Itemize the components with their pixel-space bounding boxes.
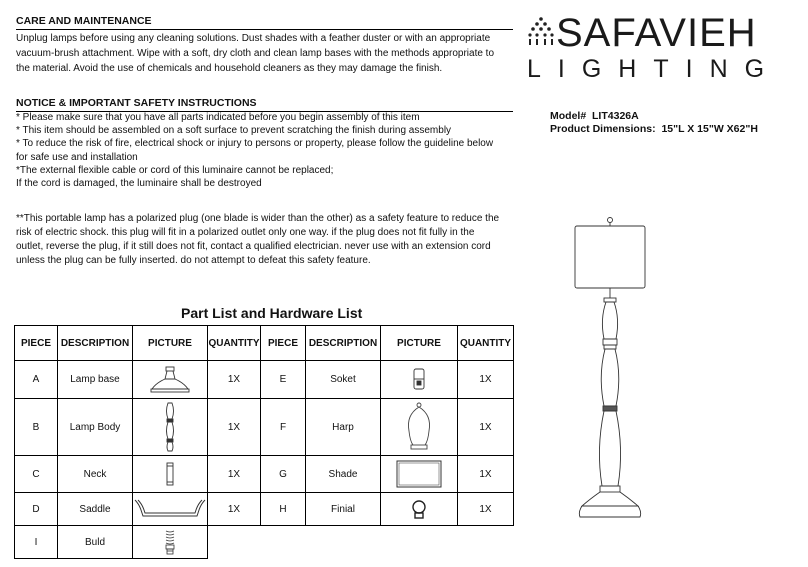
- quantity-cell: 1X: [208, 361, 261, 399]
- description-cell: Lamp Body: [58, 399, 133, 456]
- lamp-body-icon: [160, 401, 180, 453]
- col-header-quantity: QUANTITY: [208, 326, 261, 361]
- plug-text: [16, 212, 499, 268]
- col-header-quantity: QUANTITY: [458, 326, 514, 361]
- table-row: [15, 493, 514, 526]
- picture-cell: [381, 456, 458, 493]
- parts-table: [14, 325, 514, 559]
- table-header-row: [15, 326, 514, 361]
- picture-cell: [381, 361, 458, 399]
- picture-cell: [133, 399, 208, 456]
- col-header-picture: PICTURE: [133, 326, 208, 361]
- safety-line: * This item should be assembled on a soft surface to prevent scratching the finish during assembly: [16, 125, 452, 137]
- dims-value: 15"L X 15"W X62"H: [661, 123, 758, 135]
- description-cell: Shade: [306, 456, 381, 493]
- description-cell: Finial: [306, 493, 381, 526]
- brand-logo: [523, 11, 803, 84]
- description-cell: Buld: [58, 526, 133, 559]
- table-row: [15, 361, 514, 399]
- description-cell: Soket: [306, 361, 381, 399]
- safety-title: NOTICE & IMPORTANT SAFETY INSTRUCTIONS: [16, 97, 257, 109]
- dims-label: Product Dimensions:: [550, 123, 656, 135]
- care-line: vacuum-brush attachment. Wipe with a soft, dry cloth and clean lamp bases with the methods appropriate to: [16, 48, 495, 59]
- brand-sub: LIGHTING: [527, 55, 782, 83]
- col-header-description: DESCRIPTION: [306, 326, 381, 361]
- safety-line: * To reduce the risk of fire, electrical shock or injury to persons or property, please follow the guideline below: [16, 138, 494, 150]
- piece-cell: C: [15, 456, 58, 493]
- finial-icon: [409, 497, 429, 521]
- saddle-icon: [133, 496, 207, 522]
- model-number: [550, 110, 639, 123]
- model-value: LIT4326A: [592, 110, 639, 122]
- table-row: [15, 526, 514, 559]
- parts-title: Part List and Hardware List: [181, 305, 363, 321]
- care-text: [16, 31, 494, 76]
- bulb-icon: [162, 528, 178, 556]
- picture-cell: [133, 456, 208, 493]
- piece-cell: B: [15, 399, 58, 456]
- harp-icon: [404, 401, 434, 453]
- description-cell: Saddle: [58, 493, 133, 526]
- safety-line: * Please make sure that you have all parts indicated before you begin assembly of this item: [16, 112, 420, 123]
- safety-text: [16, 111, 493, 190]
- picture-cell: [133, 526, 208, 559]
- quantity-cell: 1X: [208, 493, 261, 526]
- plug-line: outlet, reverse the plug, if it still does not fit, contact a qualified electrician. never use with an extension cord: [16, 241, 491, 252]
- description-cell: Lamp base: [58, 361, 133, 399]
- safety-line: *The external flexible cable or cord of this luminaire cannot be replaced;: [16, 164, 334, 176]
- description-cell: Neck: [58, 456, 133, 493]
- piece-cell: D: [15, 493, 58, 526]
- picture-cell: [133, 361, 208, 399]
- piece-cell: E: [261, 361, 306, 399]
- quantity-cell: 1X: [458, 399, 514, 456]
- product-dimensions: [550, 123, 758, 136]
- picture-cell: [133, 493, 208, 526]
- neck-icon: [164, 460, 176, 488]
- socket-icon: [409, 366, 429, 394]
- chandelier-icon: [528, 16, 554, 46]
- table-row: [15, 399, 514, 456]
- quantity-cell: 1X: [458, 493, 514, 526]
- brand-name: SAFAVIEH: [556, 11, 757, 55]
- col-header-picture: PICTURE: [381, 326, 458, 361]
- col-header-description: DESCRIPTION: [58, 326, 133, 361]
- table-row: [15, 456, 514, 493]
- floor-lamp-illustration: [560, 214, 660, 526]
- quantity-cell: 1X: [208, 399, 261, 456]
- shade-icon: [395, 459, 443, 489]
- care-line: Unplug lamps before using any cleaning solutions. Dust shades with a feather duster or with an appropriate: [16, 33, 491, 44]
- quantity-cell: 1X: [458, 361, 514, 399]
- piece-cell: G: [261, 456, 306, 493]
- care-rule: [16, 29, 513, 30]
- plug-line: risk of electric shock. this plug will fit in a polarized outlet only one way. if the plug does not fit fully in the: [16, 227, 475, 238]
- piece-cell: I: [15, 526, 58, 559]
- picture-cell: [381, 493, 458, 526]
- plug-line: unless the plug can be fully inserted. do not attempt to defeat this safety feature.: [16, 255, 371, 266]
- plug-line: **This portable lamp has a polarized plug (one blade is wider than the other) as a safety feature to reduce the: [16, 213, 500, 224]
- model-label: Model#: [550, 110, 587, 122]
- col-header-piece: PIECE: [261, 326, 306, 361]
- description-cell: Harp: [306, 399, 381, 456]
- piece-cell: H: [261, 493, 306, 526]
- safety-line: for safe use and installation: [16, 151, 138, 163]
- care-title: CARE AND MAINTENANCE: [16, 15, 152, 27]
- care-line: the material. Avoid the use of chemicals and household cleaners as they may damage the finish.: [16, 63, 443, 74]
- picture-cell: [381, 399, 458, 456]
- piece-cell: A: [15, 361, 58, 399]
- lamp-base-icon: [148, 365, 192, 395]
- piece-cell: F: [261, 399, 306, 456]
- safety-line: If the cord is damaged, the luminaire shall be destroyed: [16, 178, 262, 190]
- quantity-cell: 1X: [208, 456, 261, 493]
- quantity-cell: 1X: [458, 456, 514, 493]
- col-header-piece: PIECE: [15, 326, 58, 361]
